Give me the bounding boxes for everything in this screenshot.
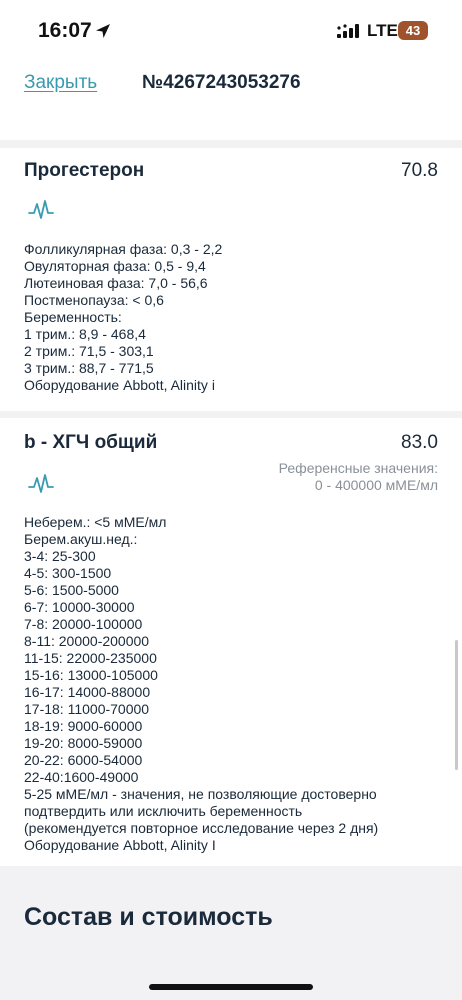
network-type: LTE: [367, 21, 398, 40]
note-line: 16-17: 14000-88000: [24, 684, 151, 700]
close-button[interactable]: Закрыть: [24, 72, 98, 93]
reference-label: Референсные значения:: [278, 460, 438, 476]
note-line: 5-25 мМЕ/мл - значения, не позволяющие достоверно: [24, 786, 377, 802]
note-line: 6-7: 10000-30000: [24, 599, 135, 615]
pulse-icon: [28, 472, 54, 496]
battery-indicator: 43: [398, 21, 428, 40]
note-line: Берем.акуш.нед.:: [24, 531, 138, 547]
status-time: 16:07: [38, 19, 92, 42]
note-line: 19-20: 8000-59000: [24, 735, 143, 751]
section-title: Состав и стоимость: [24, 903, 273, 931]
note-line: 11-15: 22000-235000: [24, 650, 157, 666]
note-line: 20-22: 6000-54000: [24, 752, 143, 768]
pulse-icon: [28, 198, 54, 222]
note-line: 2 трим.: 71,5 - 303,1: [24, 343, 154, 359]
reference-notes: [24, 241, 222, 394]
note-line: Лютеиновая фаза: 7,0 - 56,6: [24, 275, 208, 291]
test-name: Прогестерон: [24, 160, 145, 181]
note-line: Беременность:: [24, 309, 122, 325]
note-line: Фолликулярная фаза: 0,3 - 2,2: [24, 241, 223, 257]
note-line: Оборудование Abbott, Alinity i: [24, 377, 215, 393]
test-card-hcg: [0, 418, 462, 866]
test-name: b - ХГЧ общий: [24, 432, 158, 453]
note-line: 18-19: 9000-60000: [24, 718, 143, 734]
note-line: Постменопауза: < 0,6: [24, 292, 164, 308]
composition-section: [0, 875, 462, 965]
home-indicator[interactable]: [149, 984, 313, 990]
location-arrow-icon: [94, 22, 112, 40]
note-line: Овуляторная фаза: 0,5 - 9,4: [24, 258, 206, 274]
note-line: (рекомендуется повторное исследование через 2 дня): [24, 820, 379, 836]
nav-header: [0, 60, 462, 140]
cellular-signal-icon: [337, 23, 363, 39]
note-line: 3 трим.: 88,7 - 771,5: [24, 360, 154, 376]
reference-notes: [24, 514, 378, 854]
test-card-progesterone: [0, 148, 462, 411]
note-line: подтвердить или исключить беременность: [24, 803, 303, 819]
note-line: 8-11: 20000-200000: [24, 633, 150, 649]
note-line: 3-4: 25-300: [24, 548, 96, 564]
reference-value: 0 - 400000 мМЕ/мл: [314, 477, 438, 493]
note-line: Неберем.: <5 мМЕ/мл: [24, 514, 167, 530]
status-bar: [0, 0, 462, 60]
test-value: 83.0: [401, 432, 438, 453]
note-line: 5-6: 1500-5000: [24, 582, 119, 598]
scrollbar[interactable]: [455, 640, 458, 770]
note-line: 1 трим.: 8,9 - 468,4: [24, 326, 146, 342]
note-line: 22-40:1600-49000: [24, 769, 139, 785]
note-line: 7-8: 20000-100000: [24, 616, 143, 632]
note-line: 15-16: 13000-105000: [24, 667, 158, 683]
note-line: 4-5: 300-1500: [24, 565, 112, 581]
test-value: 70.8: [401, 160, 438, 181]
order-number: №4267243053276: [142, 72, 301, 93]
note-line: 17-18: 11000-70000: [24, 701, 150, 717]
note-line: Оборудование Abbott, Alinity I: [24, 837, 216, 853]
